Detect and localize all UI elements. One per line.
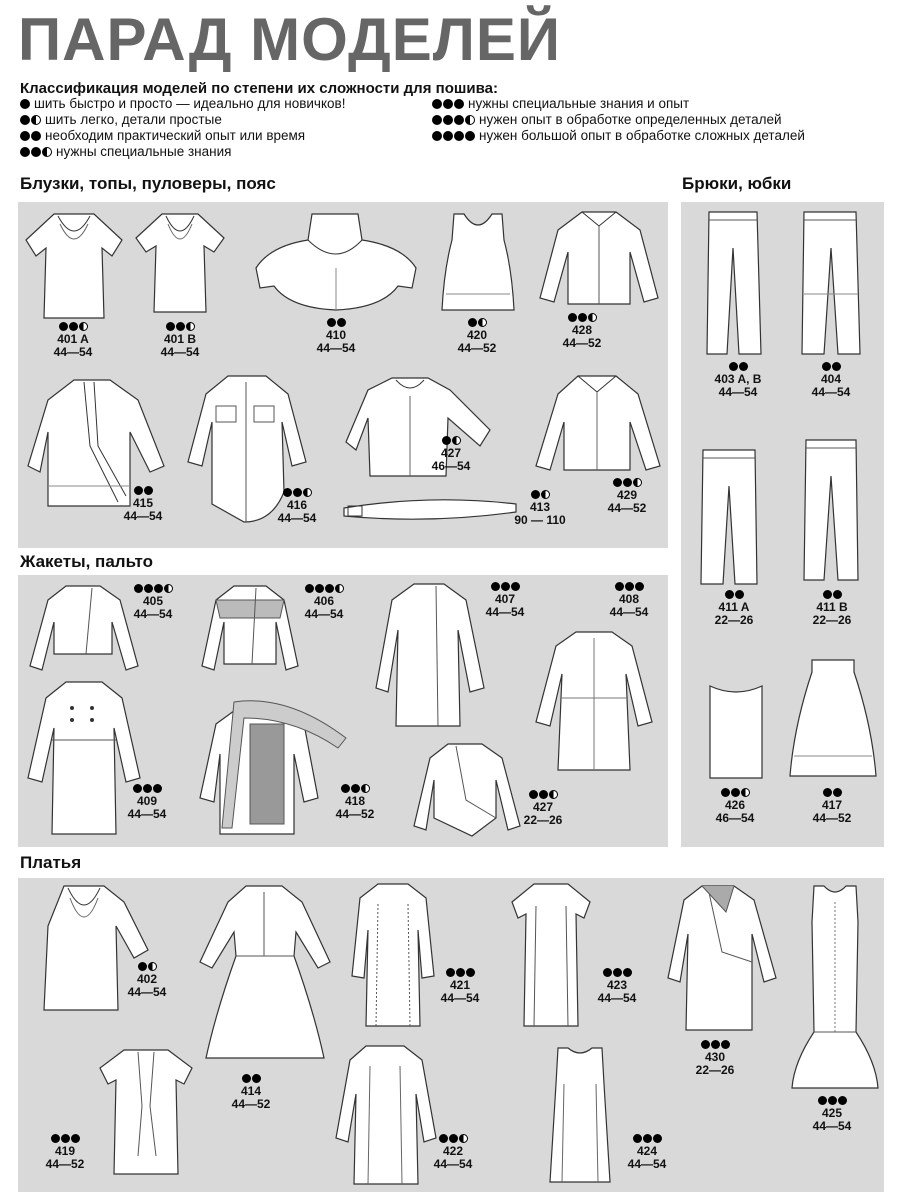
- half-dot-icon: [465, 115, 475, 125]
- model-sizes: 22—26: [523, 813, 563, 827]
- model-sizes: 44—54: [718, 385, 758, 399]
- filled-dot-icon: [833, 590, 842, 599]
- difficulty-dots-icon: [680, 1040, 750, 1049]
- filled-dot-icon: [432, 131, 442, 141]
- filled-dot-icon: [731, 788, 740, 797]
- difficulty-dots-icon: [470, 582, 540, 591]
- legend-text: шить легко, детали простые: [45, 112, 222, 127]
- difficulty-dots-icon: [797, 788, 867, 797]
- filled-dot-icon: [133, 784, 142, 793]
- difficulty-dots-icon: [301, 318, 371, 327]
- model-number: 417: [821, 798, 843, 812]
- model-sizes: 44—54: [133, 607, 173, 621]
- model-sizes: 44—54: [304, 607, 344, 621]
- garment-411b-drawing: [802, 436, 860, 586]
- difficulty-dots-icon: [797, 590, 867, 599]
- filled-dot-icon: [539, 790, 548, 799]
- legend-right: [432, 96, 805, 144]
- half-dot-icon: [633, 478, 642, 487]
- model-label-429: [592, 478, 662, 515]
- garment-401b-drawing: [134, 210, 226, 316]
- filled-dot-icon: [144, 486, 153, 495]
- filled-dot-icon: [735, 590, 744, 599]
- filled-dot-icon: [625, 582, 634, 591]
- model-label-404: [796, 362, 866, 399]
- filled-dot-icon: [61, 1134, 70, 1143]
- garment-410-drawing: [252, 210, 420, 314]
- model-label-421: [425, 968, 495, 1005]
- model-sizes: 44—54: [277, 511, 317, 525]
- filled-dot-icon: [833, 788, 842, 797]
- half-dot-icon: [452, 436, 461, 445]
- difficulty-dots-icon: [262, 488, 332, 497]
- filled-dot-icon: [252, 1074, 261, 1083]
- model-number: 416: [286, 498, 308, 512]
- half-dot-icon: [42, 147, 52, 157]
- filled-dot-icon: [701, 1040, 710, 1049]
- model-number: 423: [606, 978, 628, 992]
- half-dot-icon: [186, 322, 195, 331]
- garment-414-drawing: [196, 882, 334, 1068]
- filled-dot-icon: [31, 131, 41, 141]
- model-number: 430: [704, 1050, 726, 1064]
- garment-403-drawing: [703, 208, 763, 358]
- filled-dot-icon: [838, 1096, 847, 1105]
- model-sizes: 44—52: [45, 1157, 85, 1171]
- model-number: 422: [442, 1144, 464, 1158]
- model-sizes: 44—54: [53, 345, 93, 359]
- model-label-415: [108, 486, 178, 523]
- model-label-409: [112, 784, 182, 821]
- filled-dot-icon: [456, 968, 465, 977]
- filled-dot-icon: [818, 1096, 827, 1105]
- filled-dot-icon: [293, 488, 302, 497]
- garment-430-drawing: [666, 882, 778, 1034]
- model-label-423: [582, 968, 652, 1005]
- model-sizes: 44—54: [127, 985, 167, 999]
- model-sizes: 22—26: [714, 613, 754, 627]
- filled-dot-icon: [315, 584, 324, 593]
- model-sizes: 44—54: [127, 807, 167, 821]
- garment-420-drawing: [438, 210, 518, 314]
- filled-dot-icon: [454, 99, 464, 109]
- filled-dot-icon: [711, 1040, 720, 1049]
- model-sizes: 44—54: [160, 345, 200, 359]
- difficulty-dots-icon: [432, 131, 475, 141]
- filled-dot-icon: [446, 968, 455, 977]
- model-number: 428: [571, 323, 593, 337]
- difficulty-dots-icon: [320, 784, 390, 793]
- garment-428-drawing: [536, 208, 662, 308]
- model-number: 403 A, B: [714, 372, 762, 386]
- difficulty-dots-icon: [442, 318, 512, 327]
- half-dot-icon: [164, 584, 173, 593]
- model-number: 401 B: [163, 332, 197, 346]
- model-label-406: [289, 584, 359, 621]
- model-number: 421: [449, 978, 471, 992]
- garment-406-drawing: [200, 582, 300, 674]
- model-sizes: 44—52: [457, 341, 497, 355]
- legend-item: [20, 112, 345, 128]
- model-number: 408: [618, 592, 640, 606]
- half-dot-icon: [478, 318, 487, 327]
- garment-424-drawing: [544, 1044, 616, 1186]
- filled-dot-icon: [653, 1134, 662, 1143]
- filled-dot-icon: [823, 788, 832, 797]
- model-number: 411 B: [816, 600, 848, 614]
- filled-dot-icon: [69, 322, 78, 331]
- model-sizes: 44—54: [609, 605, 649, 619]
- page-title: ПАРАД МОДЕЛЕЙ: [18, 6, 562, 73]
- filled-dot-icon: [491, 582, 500, 591]
- filled-dot-icon: [134, 486, 143, 495]
- difficulty-dots-icon: [432, 115, 475, 125]
- filled-dot-icon: [643, 1134, 652, 1143]
- filled-dot-icon: [31, 147, 41, 157]
- garment-423-drawing: [506, 880, 596, 1030]
- difficulty-dots-icon: [425, 968, 495, 977]
- legend-text: нужны специальные знания и опыт: [468, 96, 690, 111]
- model-label-401a: [38, 322, 108, 359]
- legend-heading: Классификация моделей по степени их сложности для пошива:: [20, 80, 498, 97]
- model-label-414: [216, 1074, 286, 1111]
- filled-dot-icon: [20, 115, 30, 125]
- filled-dot-icon: [305, 584, 314, 593]
- filled-dot-icon: [529, 790, 538, 799]
- filled-dot-icon: [143, 784, 152, 793]
- filled-dot-icon: [623, 478, 632, 487]
- difficulty-dots-icon: [592, 478, 662, 487]
- model-number: 411 A: [718, 600, 750, 614]
- difficulty-dots-icon: [796, 362, 866, 371]
- model-label-413: [505, 490, 575, 527]
- model-label-407: [470, 582, 540, 619]
- filled-dot-icon: [154, 584, 163, 593]
- filled-dot-icon: [721, 788, 730, 797]
- difficulty-dots-icon: [108, 486, 178, 495]
- model-number: 409: [136, 794, 158, 808]
- filled-dot-icon: [351, 784, 360, 793]
- garment-404-drawing: [800, 208, 862, 358]
- model-label-428: [547, 313, 617, 350]
- filled-dot-icon: [568, 313, 577, 322]
- model-number: 414: [240, 1084, 262, 1098]
- filled-dot-icon: [283, 488, 292, 497]
- model-label-419: [30, 1134, 100, 1171]
- filled-dot-icon: [442, 436, 451, 445]
- filled-dot-icon: [443, 131, 453, 141]
- half-dot-icon: [459, 1134, 468, 1143]
- difficulty-dots-icon: [289, 584, 359, 593]
- filled-dot-icon: [465, 131, 475, 141]
- filled-dot-icon: [466, 968, 475, 977]
- model-label-401b: [145, 322, 215, 359]
- half-dot-icon: [541, 490, 550, 499]
- difficulty-dots-icon: [20, 147, 52, 157]
- model-sizes: 44—54: [627, 1157, 667, 1171]
- half-dot-icon: [148, 962, 157, 971]
- model-sizes: 44—54: [811, 385, 851, 399]
- half-dot-icon: [79, 322, 88, 331]
- model-number: 420: [466, 328, 488, 342]
- filled-dot-icon: [613, 478, 622, 487]
- legend-item: [432, 96, 805, 112]
- half-dot-icon: [335, 584, 344, 593]
- model-sizes: 44—54: [485, 605, 525, 619]
- filled-dot-icon: [635, 582, 644, 591]
- filled-dot-icon: [341, 784, 350, 793]
- filled-dot-icon: [166, 322, 175, 331]
- garment-408-drawing: [534, 628, 654, 774]
- model-number: 415: [132, 496, 154, 510]
- model-sizes: 44—52: [231, 1097, 271, 1111]
- garment-426-drawing: [706, 682, 766, 782]
- model-number: 406: [313, 594, 335, 608]
- model-number: 413: [529, 500, 551, 514]
- half-dot-icon: [303, 488, 312, 497]
- model-label-427-blouse: [416, 436, 486, 473]
- model-label-426: [700, 788, 770, 825]
- filled-dot-icon: [138, 962, 147, 971]
- model-sizes: 44—54: [440, 991, 480, 1005]
- difficulty-dots-icon: [508, 790, 578, 799]
- garment-419-drawing: [98, 1046, 194, 1178]
- filled-dot-icon: [623, 968, 632, 977]
- filled-dot-icon: [20, 147, 30, 157]
- model-number: 426: [724, 798, 746, 812]
- section-title-dresses: Платья: [20, 853, 82, 872]
- filled-dot-icon: [511, 582, 520, 591]
- difficulty-dots-icon: [612, 1134, 682, 1143]
- difficulty-dots-icon: [38, 322, 108, 331]
- half-dot-icon: [361, 784, 370, 793]
- filled-dot-icon: [454, 115, 464, 125]
- filled-dot-icon: [615, 582, 624, 591]
- difficulty-dots-icon: [416, 436, 486, 445]
- model-sizes: 44—54: [597, 991, 637, 1005]
- legend-text: нужны специальные знания: [56, 144, 232, 159]
- model-label-416: [262, 488, 332, 525]
- model-label-424: [612, 1134, 682, 1171]
- filled-dot-icon: [468, 318, 477, 327]
- model-number: 402: [136, 972, 158, 986]
- difficulty-dots-icon: [699, 590, 769, 599]
- difficulty-dots-icon: [703, 362, 773, 371]
- difficulty-dots-icon: [594, 582, 664, 591]
- legend-text: шить быстро и просто — идеально для новичков!: [34, 96, 346, 111]
- legend-item: [432, 112, 805, 128]
- model-label-422: [418, 1134, 488, 1171]
- difficulty-dots-icon: [418, 1134, 488, 1143]
- model-sizes: 44—52: [562, 336, 602, 350]
- model-number: 407: [494, 592, 516, 606]
- filled-dot-icon: [729, 362, 738, 371]
- filled-dot-icon: [432, 99, 442, 109]
- filled-dot-icon: [449, 1134, 458, 1143]
- half-dot-icon: [31, 115, 41, 125]
- section-title-blouses: Блузки, топы, пуловеры, пояс: [20, 174, 276, 193]
- filled-dot-icon: [501, 582, 510, 591]
- filled-dot-icon: [454, 131, 464, 141]
- difficulty-dots-icon: [20, 115, 41, 125]
- model-sizes: 22—26: [812, 613, 852, 627]
- filled-dot-icon: [443, 99, 453, 109]
- model-label-402: [112, 962, 182, 999]
- model-sizes: 44—54: [123, 509, 163, 523]
- model-sizes: 44—54: [433, 1157, 473, 1171]
- garment-417-drawing: [788, 656, 878, 780]
- model-label-425: [797, 1096, 867, 1133]
- model-label-427-jacket: [508, 790, 578, 827]
- filled-dot-icon: [613, 968, 622, 977]
- garment-421-drawing: [350, 880, 436, 1030]
- difficulty-dots-icon: [432, 99, 464, 109]
- legend-item: [432, 128, 805, 144]
- model-number: 427: [440, 446, 462, 460]
- filled-dot-icon: [439, 1134, 448, 1143]
- filled-dot-icon: [337, 318, 346, 327]
- difficulty-dots-icon: [30, 1134, 100, 1143]
- filled-dot-icon: [71, 1134, 80, 1143]
- half-dot-icon: [549, 790, 558, 799]
- filled-dot-icon: [828, 1096, 837, 1105]
- model-number: 404: [820, 372, 842, 386]
- filled-dot-icon: [20, 99, 30, 109]
- filled-dot-icon: [153, 784, 162, 793]
- filled-dot-icon: [721, 1040, 730, 1049]
- filled-dot-icon: [432, 115, 442, 125]
- difficulty-dots-icon: [700, 788, 770, 797]
- model-number: 427: [532, 800, 554, 814]
- model-number: 401 A: [57, 332, 89, 346]
- difficulty-dots-icon: [547, 313, 617, 322]
- garment-401a-drawing: [24, 210, 124, 322]
- garment-429-drawing: [534, 372, 662, 474]
- filled-dot-icon: [51, 1134, 60, 1143]
- difficulty-dots-icon: [20, 99, 30, 109]
- difficulty-dots-icon: [145, 322, 215, 331]
- filled-dot-icon: [531, 490, 540, 499]
- half-dot-icon: [741, 788, 750, 797]
- filled-dot-icon: [603, 968, 612, 977]
- half-dot-icon: [588, 313, 597, 322]
- legend-item: [20, 144, 345, 160]
- filled-dot-icon: [578, 313, 587, 322]
- model-sizes: 44—52: [812, 811, 852, 825]
- filled-dot-icon: [144, 584, 153, 593]
- filled-dot-icon: [59, 322, 68, 331]
- model-label-411b: [797, 590, 867, 627]
- model-label-417: [797, 788, 867, 825]
- difficulty-dots-icon: [112, 962, 182, 971]
- filled-dot-icon: [823, 590, 832, 599]
- model-label-410: [301, 318, 371, 355]
- model-label-403: [703, 362, 773, 399]
- garment-427-jacket-drawing: [412, 740, 522, 838]
- filled-dot-icon: [832, 362, 841, 371]
- filled-dot-icon: [242, 1074, 251, 1083]
- legend-item: [20, 96, 345, 112]
- model-label-418: [320, 784, 390, 821]
- filled-dot-icon: [20, 131, 30, 141]
- filled-dot-icon: [176, 322, 185, 331]
- model-label-408: [594, 582, 664, 619]
- filled-dot-icon: [822, 362, 831, 371]
- model-number: 429: [616, 488, 638, 502]
- model-sizes: 44—54: [812, 1119, 852, 1133]
- difficulty-dots-icon: [797, 1096, 867, 1105]
- filled-dot-icon: [633, 1134, 642, 1143]
- model-sizes: 46—54: [431, 459, 471, 473]
- model-sizes: 22—26: [695, 1063, 735, 1077]
- filled-dot-icon: [327, 318, 336, 327]
- model-label-405: [118, 584, 188, 621]
- filled-dot-icon: [725, 590, 734, 599]
- garment-413-belt-drawing: [340, 494, 520, 524]
- difficulty-dots-icon: [118, 584, 188, 593]
- model-sizes: 44—54: [316, 341, 356, 355]
- model-sizes: 44—52: [607, 501, 647, 515]
- legend-item: [20, 128, 345, 144]
- model-number: 424: [636, 1144, 658, 1158]
- model-number: 419: [54, 1144, 76, 1158]
- model-sizes: 46—54: [715, 811, 755, 825]
- model-label-420: [442, 318, 512, 355]
- model-label-411a: [699, 590, 769, 627]
- model-number: 410: [325, 328, 347, 342]
- garment-425-drawing: [790, 882, 880, 1092]
- section-title-trousers: Брюки, юбки: [682, 174, 792, 193]
- legend-text: нужен большой опыт в обработке сложных деталей: [479, 128, 805, 143]
- filled-dot-icon: [739, 362, 748, 371]
- difficulty-dots-icon: [582, 968, 652, 977]
- model-number: 418: [344, 794, 366, 808]
- model-number: 405: [142, 594, 164, 608]
- legend-text: нужен опыт в обработке определенных деталей: [479, 112, 782, 127]
- model-label-430: [680, 1040, 750, 1077]
- model-sizes: 44—52: [335, 807, 375, 821]
- difficulty-dots-icon: [112, 784, 182, 793]
- difficulty-dots-icon: [20, 131, 41, 141]
- filled-dot-icon: [443, 115, 453, 125]
- filled-dot-icon: [134, 584, 143, 593]
- difficulty-dots-icon: [505, 490, 575, 499]
- difficulty-dots-icon: [216, 1074, 286, 1083]
- legend-left: [20, 96, 345, 160]
- section-title-jackets: Жакеты, пальто: [20, 552, 154, 571]
- filled-dot-icon: [325, 584, 334, 593]
- model-number: 425: [821, 1106, 843, 1120]
- garment-411a-drawing: [699, 446, 759, 588]
- model-sizes: 90 — 110: [514, 513, 566, 527]
- legend-text: необходим практический опыт или время: [45, 128, 306, 143]
